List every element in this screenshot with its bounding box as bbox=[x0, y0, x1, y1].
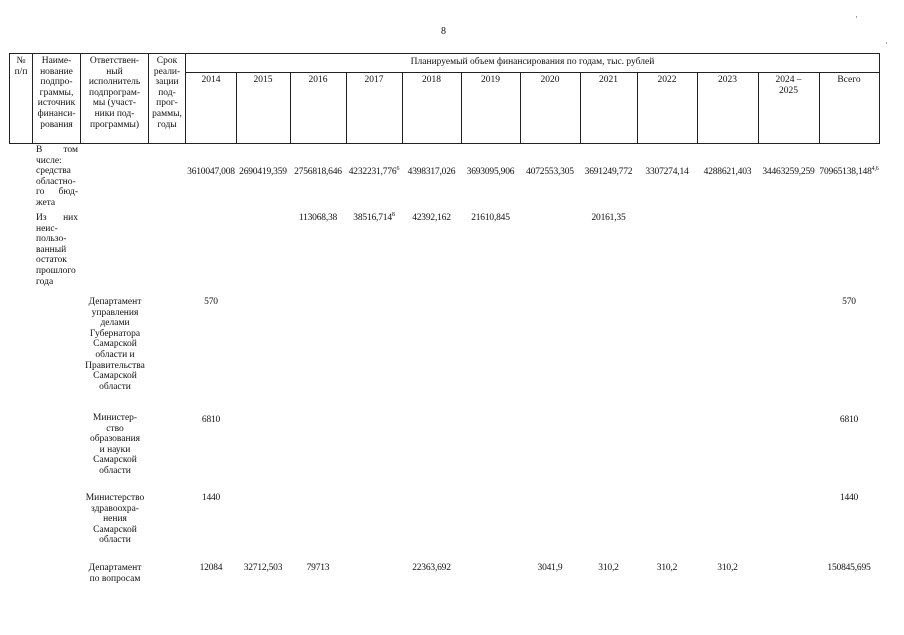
value-cell: 3041,9 bbox=[537, 563, 563, 573]
executor-ministry-health: Министерство здравоохра- нения Самарской области bbox=[85, 493, 145, 546]
year-header-col-8: 2022 bbox=[657, 75, 677, 85]
value-cell: 1440 bbox=[839, 493, 859, 503]
value-cell: 79713 bbox=[306, 563, 330, 573]
value-cell: 1440 bbox=[201, 493, 221, 503]
year-header-col-5: 2019 bbox=[481, 75, 500, 85]
year-header-col-6: 2020 bbox=[540, 75, 560, 85]
value-cell: 4398317,026 bbox=[407, 167, 456, 177]
value-cell: 310,2 bbox=[598, 563, 619, 573]
executor-ministry-education: Министер- ство образования и науки Самарской области bbox=[89, 413, 141, 476]
row-name-regional-budget: В том числе: средства областно- го бюд- жета bbox=[36, 145, 78, 208]
table-right-border bbox=[879, 53, 880, 144]
scan-mark: · bbox=[885, 38, 888, 48]
value-cell: 2690419,359 bbox=[239, 167, 287, 177]
value-cell: 570 bbox=[842, 297, 856, 307]
value-cell: 20161,35 bbox=[591, 213, 626, 223]
value-cell: 310,2 bbox=[717, 563, 738, 573]
year-header-total: Всего bbox=[837, 75, 861, 85]
executor-department-governor-affairs: Департамент управления делами Губернатора Самарской области и Правительства Самарской области bbox=[85, 297, 145, 392]
value-cell: 4072553,305 bbox=[526, 167, 574, 177]
year-header-col-4: 2018 bbox=[422, 75, 441, 85]
executor-department-affairs: Департамент по вопросам bbox=[88, 563, 142, 584]
footnote-marker: 6 bbox=[396, 165, 400, 172]
value-cell: 22363,692 bbox=[412, 563, 451, 573]
value-cell: 32712,503 bbox=[243, 563, 283, 573]
value-cell: 570 bbox=[204, 297, 218, 307]
table-top-border bbox=[9, 53, 880, 54]
value-cell: 6810 bbox=[839, 415, 859, 425]
value-cell: 150845,695 bbox=[827, 563, 871, 573]
value-cell: 113068,38 bbox=[298, 213, 338, 223]
value-cell: 34463259,259 bbox=[762, 167, 815, 177]
value-cell: 70965138,148$^{4,6}$ bbox=[819, 165, 879, 177]
value-cell: 310,2 bbox=[656, 563, 678, 573]
value-cell: 4288621,403 bbox=[703, 167, 752, 177]
header-col-executor: Ответствен- ный исполнитель подпрограм- мы (участ- ники под- программы) bbox=[88, 56, 141, 130]
year-header-col-7: 2021 bbox=[599, 75, 618, 85]
year-header-col-0: 2014 bbox=[201, 75, 221, 85]
header-funding-title: Планируемый объем финансирования по годам, тыс. рублей bbox=[410, 57, 655, 67]
value-cell: 3693095,906 bbox=[466, 167, 515, 177]
page-number: 8 bbox=[441, 26, 446, 37]
header-col-number: № п/п bbox=[14, 56, 28, 77]
row-name-unused-balance: Из них неис- пользо- ванный остаток прошлого года bbox=[36, 213, 78, 287]
header-col-name: Наиме- нование подпро- граммы, источник финанси- рования bbox=[37, 56, 76, 130]
value-cell: 6810 bbox=[201, 415, 221, 425]
header-bottom-border bbox=[9, 143, 880, 144]
value-cell: 12084 bbox=[199, 563, 223, 573]
value-cell: 2756818,646 bbox=[294, 167, 342, 177]
year-header-col-2: 2016 bbox=[308, 75, 328, 85]
value-cell: 3610047,008 bbox=[187, 167, 235, 177]
value-cell: 38516,714$^8$ bbox=[353, 211, 395, 223]
year-header-col-1: 2015 bbox=[253, 75, 273, 85]
footnote-marker: 8 bbox=[391, 211, 395, 218]
year-header-col-3: 2017 bbox=[364, 75, 384, 85]
footnote-marker: 4,6 bbox=[871, 165, 879, 172]
header-col-term: Срок реали- зации под- прог- раммы, годы bbox=[152, 56, 182, 130]
year-header-col-10: 2024 – 2025 bbox=[775, 75, 802, 96]
value-cell: 4232231,776$^6$ bbox=[348, 165, 400, 177]
value-cell: 21610,845 bbox=[471, 213, 510, 223]
year-header-col-9: 2023 bbox=[718, 75, 737, 85]
scan-mark: · bbox=[855, 12, 858, 22]
value-cell: 42392,162 bbox=[412, 213, 451, 223]
value-cell: 3691249,772 bbox=[584, 167, 633, 177]
value-cell: 3307274,14 bbox=[645, 167, 689, 177]
